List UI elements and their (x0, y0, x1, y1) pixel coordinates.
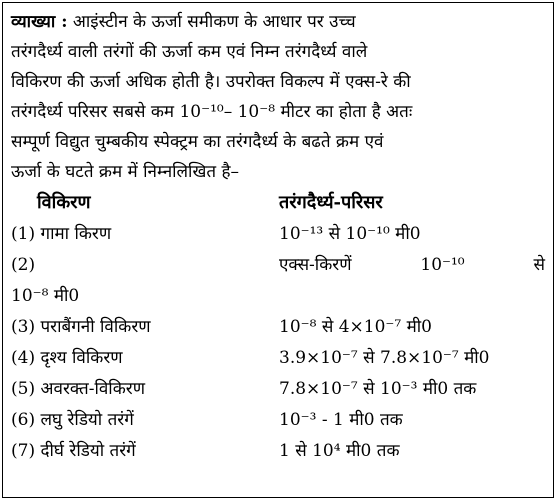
table-row (11, 436, 545, 467)
row-number: (7) (11, 441, 36, 461)
row-range: 3.9×10⁻⁷ से 7.8×10⁻⁷ मी0 (279, 348, 490, 368)
paragraph-line-1: व्याख्या : आइंस्टीन के ऊर्जा समीकण के आधार पर उच्च (11, 12, 356, 32)
row-radiation: पराबैंगनी विकिरण (40, 317, 151, 337)
row-range-connector: से (533, 255, 545, 275)
table-row (11, 250, 545, 281)
row-radiation: एक्स-किरणें (279, 255, 352, 275)
row-range: 10⁻⁸ से 4×10⁻⁷ मी0 (279, 317, 432, 337)
paragraph-line-2: तरंगदैर्ध्य वाली तरंगों की ऊर्जा कम एवं निम्न तरंगदैर्ध्य वाले (11, 42, 368, 62)
row-number: (5) (11, 379, 36, 399)
row-range-start: 10⁻¹⁰ (420, 255, 465, 275)
row-range: 10⁻¹³ से 10⁻¹⁰ मी0 (279, 224, 421, 244)
explanation-paragraph (11, 7, 545, 187)
paragraph-line-3: विकिरण की ऊर्जा अधिक होती है। उपरोक्त विकल्प में एक्स-रे की (11, 72, 411, 92)
table-row (11, 219, 545, 250)
paragraph-line-5: सम्पूर्ण विद्युत चुम्बकीय स्पेक्ट्रम का तरंगदैर्ध्य के बढते क्रम एवं (11, 132, 384, 152)
row-radiation: दीर्घ रेडियो तरंगें (40, 441, 136, 461)
row-radiation: लघु रेडियो तरंगें (40, 410, 134, 430)
row-range: 7.8×10⁻⁷ से 10⁻³ मी0 तक (279, 379, 477, 399)
row-number: (3) (11, 317, 36, 337)
row-range: 1 से 10⁴ मी0 तक (279, 441, 400, 461)
table-row-wrap (11, 281, 545, 312)
paragraph-line-4: तरंगदैर्ध्य परिसर सबसे कम 10⁻¹⁰– 10⁻⁸ मीटर का होता है अतः (11, 102, 413, 122)
row-range-end: 10⁻⁸ मी0 (11, 286, 80, 306)
row-number: (1) (11, 224, 36, 244)
table-row (11, 374, 545, 405)
row-number: (2) (11, 255, 36, 275)
table-row (11, 312, 545, 343)
row-radiation: दृश्य विकिरण (40, 348, 123, 368)
row-radiation: गामा किरण (40, 224, 112, 244)
header-radiation: विकिरण (37, 192, 91, 213)
table-header (11, 187, 545, 219)
explanation-label: व्याख्या : (11, 12, 68, 32)
explanation-box (2, 2, 554, 498)
row-range: 10⁻³ - 1 मी0 तक (279, 410, 403, 430)
paragraph-line-6: ऊर्जा के घटते क्रम में निम्नलिखित है– (11, 162, 239, 182)
header-range: तरंगदैर्ध्य-परिसर (279, 192, 383, 213)
row-radiation: अवरक्त-विकिरण (40, 379, 145, 399)
table-row (11, 405, 545, 436)
row-number: (4) (11, 348, 36, 368)
table-row (11, 343, 545, 374)
row-number: (6) (11, 410, 36, 430)
